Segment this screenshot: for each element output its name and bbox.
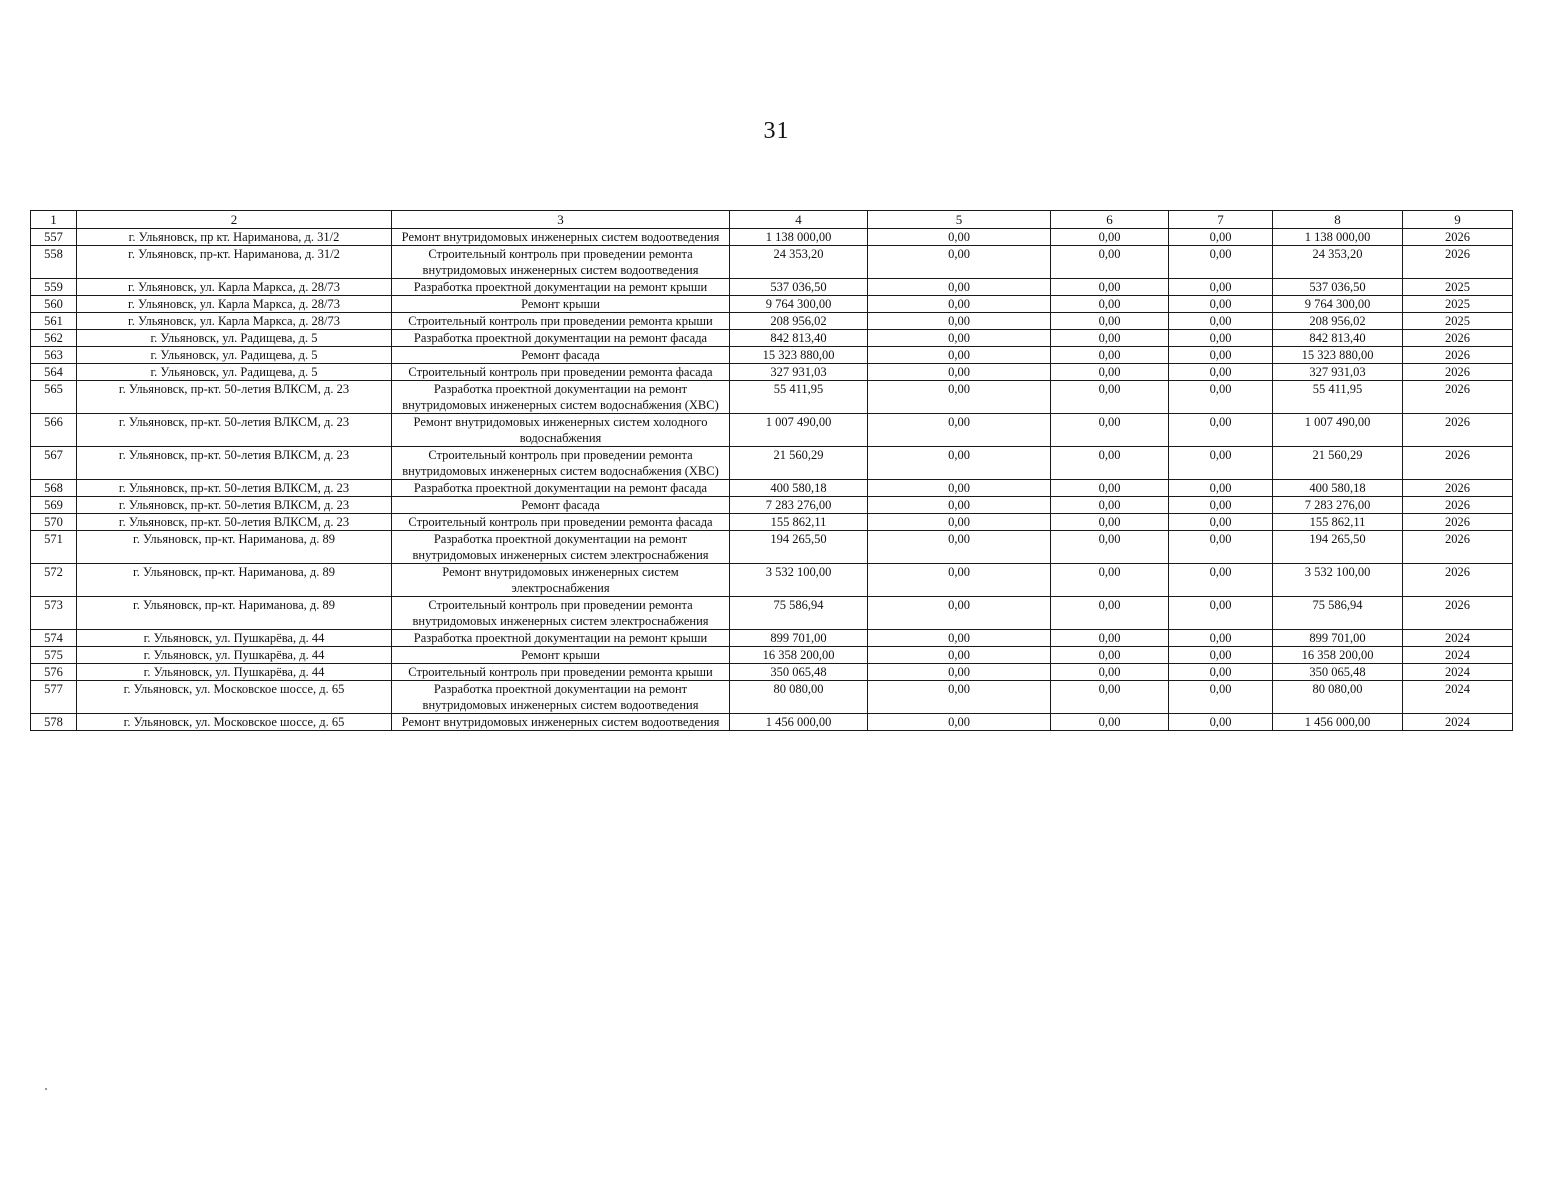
column-5-cell: 0,00 [868,480,1051,497]
table-row [31,330,1513,347]
work-type-cell: Строительный контроль при проведении ремонта внутридомовых инженерных систем водоотведения [392,246,730,279]
row-number-cell: 576 [31,664,77,681]
column-7-cell: 0,00 [1169,447,1273,480]
column-5-cell: 0,00 [868,681,1051,714]
year-cell: 2025 [1403,313,1513,330]
table-row [31,681,1513,714]
address-cell: г. Ульяновск, пр-кт. Нариманова, д. 89 [77,597,392,630]
work-type-cell: Разработка проектной документации на ремонт крыши [392,630,730,647]
row-number-cell: 570 [31,514,77,531]
row-number-cell: 572 [31,564,77,597]
column-6-cell: 0,00 [1051,296,1169,313]
address-cell: г. Ульяновск, пр-кт. 50-летия ВЛКСМ, д. 23 [77,381,392,414]
table-row [31,647,1513,664]
column-7-cell: 0,00 [1169,364,1273,381]
address-cell: г. Ульяновск, ул. Радищева, д. 5 [77,364,392,381]
column-6-cell: 0,00 [1051,347,1169,364]
year-cell: 2026 [1403,514,1513,531]
row-number-cell: 567 [31,447,77,480]
column-7-cell: 0,00 [1169,647,1273,664]
table-row [31,381,1513,414]
work-type-cell: Ремонт внутридомовых инженерных систем водоотведения [392,229,730,246]
column-6-cell: 0,00 [1051,229,1169,246]
work-type-cell: Ремонт фасада [392,497,730,514]
total-cost-cell: 16 358 200,00 [730,647,868,664]
address-cell: г. Ульяновск, пр-кт. 50-летия ВЛКСМ, д. 23 [77,497,392,514]
column-8-cell: 400 580,18 [1273,480,1403,497]
work-type-cell: Разработка проектной документации на ремонт внутридомовых инженерных систем водоснабжения (ХВС) [392,381,730,414]
column-6-cell: 0,00 [1051,647,1169,664]
row-number-cell: 577 [31,681,77,714]
total-cost-cell: 327 931,03 [730,364,868,381]
column-5-cell: 0,00 [868,347,1051,364]
row-number-cell: 559 [31,279,77,296]
row-number-cell: 569 [31,497,77,514]
year-cell: 2026 [1403,364,1513,381]
address-cell: г. Ульяновск, пр кт. Нариманова, д. 31/2 [77,229,392,246]
column-6-cell: 0,00 [1051,381,1169,414]
table-row [31,414,1513,447]
total-cost-cell: 3 532 100,00 [730,564,868,597]
address-cell: г. Ульяновск, пр-кт. 50-летия ВЛКСМ, д. 23 [77,414,392,447]
row-number-cell: 578 [31,714,77,731]
work-type-cell: Разработка проектной документации на ремонт фасада [392,330,730,347]
total-cost-cell: 1 456 000,00 [730,714,868,731]
column-5-cell: 0,00 [868,364,1051,381]
column-8-cell: 7 283 276,00 [1273,497,1403,514]
table-row [31,364,1513,381]
column-8-cell: 327 931,03 [1273,364,1403,381]
row-number-cell: 558 [31,246,77,279]
address-cell: г. Ульяновск, ул. Московское шоссе, д. 65 [77,714,392,731]
address-cell: г. Ульяновск, пр-кт. 50-летия ВЛКСМ, д. 23 [77,447,392,480]
column-5-cell: 0,00 [868,497,1051,514]
address-cell: г. Ульяновск, ул. Пушкарёва, д. 44 [77,647,392,664]
address-cell: г. Ульяновск, ул. Радищева, д. 5 [77,330,392,347]
total-cost-cell: 75 586,94 [730,597,868,630]
year-cell: 2025 [1403,296,1513,313]
column-8-cell: 75 586,94 [1273,597,1403,630]
address-cell: г. Ульяновск, ул. Пушкарёва, д. 44 [77,630,392,647]
table-row [31,497,1513,514]
column-8-cell: 537 036,50 [1273,279,1403,296]
column-7-cell: 0,00 [1169,229,1273,246]
column-7-cell: 0,00 [1169,664,1273,681]
table-row [31,664,1513,681]
column-6-cell: 0,00 [1051,664,1169,681]
header-cell-4: 4 [730,211,868,229]
year-cell: 2026 [1403,597,1513,630]
column-5-cell: 0,00 [868,313,1051,330]
column-5-cell: 0,00 [868,647,1051,664]
column-7-cell: 0,00 [1169,480,1273,497]
column-5-cell: 0,00 [868,514,1051,531]
column-6-cell: 0,00 [1051,480,1169,497]
address-cell: г. Ульяновск, ул. Карла Маркса, д. 28/73 [77,296,392,313]
total-cost-cell: 55 411,95 [730,381,868,414]
table-row [31,229,1513,246]
total-cost-cell: 1 007 490,00 [730,414,868,447]
table-row [31,347,1513,364]
work-type-cell: Строительный контроль при проведении ремонта фасада [392,364,730,381]
total-cost-cell: 21 560,29 [730,447,868,480]
column-7-cell: 0,00 [1169,681,1273,714]
header-cell-8: 8 [1273,211,1403,229]
row-number-cell: 568 [31,480,77,497]
year-cell: 2024 [1403,630,1513,647]
column-8-cell: 155 862,11 [1273,514,1403,531]
address-cell: г. Ульяновск, ул. Московское шоссе, д. 65 [77,681,392,714]
column-5-cell: 0,00 [868,246,1051,279]
table-body [31,229,1513,731]
header-cell-9: 9 [1403,211,1513,229]
column-8-cell: 21 560,29 [1273,447,1403,480]
header-cell-1: 1 [31,211,77,229]
row-number-cell: 575 [31,647,77,664]
column-6-cell: 0,00 [1051,531,1169,564]
table-row [31,630,1513,647]
row-number-cell: 560 [31,296,77,313]
column-7-cell: 0,00 [1169,246,1273,279]
work-type-cell: Разработка проектной документации на ремонт внутридомовых инженерных систем электроснабжения [392,531,730,564]
year-cell: 2024 [1403,681,1513,714]
header-row [31,211,1513,229]
table-row [31,531,1513,564]
column-5-cell: 0,00 [868,279,1051,296]
table-row [31,597,1513,630]
row-number-cell: 563 [31,347,77,364]
repair-registry-table [30,210,1513,731]
column-7-cell: 0,00 [1169,531,1273,564]
work-type-cell: Ремонт внутридомовых инженерных систем водоотведения [392,714,730,731]
column-8-cell: 24 353,20 [1273,246,1403,279]
column-6-cell: 0,00 [1051,630,1169,647]
table-row [31,564,1513,597]
address-cell: г. Ульяновск, пр-кт. Нариманова, д. 89 [77,531,392,564]
row-number-cell: 566 [31,414,77,447]
column-8-cell: 899 701,00 [1273,630,1403,647]
address-cell: г. Ульяновск, пр-кт. Нариманова, д. 31/2 [77,246,392,279]
column-8-cell: 1 456 000,00 [1273,714,1403,731]
work-type-cell: Строительный контроль при проведении ремонта крыши [392,313,730,330]
work-type-cell: Ремонт внутридомовых инженерных систем электроснабжения [392,564,730,597]
column-8-cell: 15 323 880,00 [1273,347,1403,364]
column-8-cell: 350 065,48 [1273,664,1403,681]
column-8-cell: 3 532 100,00 [1273,564,1403,597]
address-cell: г. Ульяновск, ул. Карла Маркса, д. 28/73 [77,279,392,296]
column-7-cell: 0,00 [1169,296,1273,313]
header-cell-3: 3 [392,211,730,229]
column-7-cell: 0,00 [1169,313,1273,330]
column-5-cell: 0,00 [868,714,1051,731]
column-6-cell: 0,00 [1051,330,1169,347]
column-8-cell: 16 358 200,00 [1273,647,1403,664]
total-cost-cell: 537 036,50 [730,279,868,296]
column-8-cell: 9 764 300,00 [1273,296,1403,313]
year-cell: 2026 [1403,330,1513,347]
work-type-cell: Ремонт фасада [392,347,730,364]
table-row [31,296,1513,313]
column-6-cell: 0,00 [1051,447,1169,480]
column-7-cell: 0,00 [1169,630,1273,647]
column-6-cell: 0,00 [1051,414,1169,447]
year-cell: 2024 [1403,647,1513,664]
year-cell: 2025 [1403,279,1513,296]
year-cell: 2026 [1403,246,1513,279]
total-cost-cell: 400 580,18 [730,480,868,497]
work-type-cell: Ремонт крыши [392,647,730,664]
column-8-cell: 1 007 490,00 [1273,414,1403,447]
column-5-cell: 0,00 [868,531,1051,564]
year-cell: 2026 [1403,447,1513,480]
column-7-cell: 0,00 [1169,714,1273,731]
total-cost-cell: 7 283 276,00 [730,497,868,514]
column-6-cell: 0,00 [1051,564,1169,597]
column-5-cell: 0,00 [868,597,1051,630]
scan-speck [45,1088,47,1090]
column-8-cell: 1 138 000,00 [1273,229,1403,246]
table-row [31,246,1513,279]
work-type-cell: Строительный контроль при проведении ремонта фасада [392,514,730,531]
year-cell: 2026 [1403,480,1513,497]
column-5-cell: 0,00 [868,330,1051,347]
work-type-cell: Ремонт внутридомовых инженерных систем холодного водоснабжения [392,414,730,447]
column-6-cell: 0,00 [1051,246,1169,279]
year-cell: 2026 [1403,531,1513,564]
column-5-cell: 0,00 [868,381,1051,414]
header-cell-7: 7 [1169,211,1273,229]
row-number-cell: 573 [31,597,77,630]
table-row [31,514,1513,531]
row-number-cell: 561 [31,313,77,330]
total-cost-cell: 842 813,40 [730,330,868,347]
column-7-cell: 0,00 [1169,414,1273,447]
row-number-cell: 562 [31,330,77,347]
work-type-cell: Ремонт крыши [392,296,730,313]
address-cell: г. Ульяновск, ул. Пушкарёва, д. 44 [77,664,392,681]
page-number: 31 [763,118,790,144]
column-7-cell: 0,00 [1169,514,1273,531]
column-6-cell: 0,00 [1051,714,1169,731]
column-5-cell: 0,00 [868,630,1051,647]
column-7-cell: 0,00 [1169,597,1273,630]
column-6-cell: 0,00 [1051,514,1169,531]
header-cell-6: 6 [1051,211,1169,229]
column-5-cell: 0,00 [868,664,1051,681]
year-cell: 2026 [1403,564,1513,597]
total-cost-cell: 208 956,02 [730,313,868,330]
address-cell: г. Ульяновск, пр-кт. 50-летия ВЛКСМ, д. 23 [77,514,392,531]
work-type-cell: Строительный контроль при проведении ремонта крыши [392,664,730,681]
address-cell: г. Ульяновск, пр-кт. Нариманова, д. 89 [77,564,392,597]
table-row [31,714,1513,731]
column-8-cell: 80 080,00 [1273,681,1403,714]
column-5-cell: 0,00 [868,447,1051,480]
total-cost-cell: 24 353,20 [730,246,868,279]
column-6-cell: 0,00 [1051,313,1169,330]
column-5-cell: 0,00 [868,564,1051,597]
work-type-cell: Строительный контроль при проведении ремонта внутридомовых инженерных систем электроснабжения [392,597,730,630]
row-number-cell: 564 [31,364,77,381]
work-type-cell: Разработка проектной документации на ремонт внутридомовых инженерных систем водоотведения [392,681,730,714]
header-cell-2: 2 [77,211,392,229]
column-8-cell: 842 813,40 [1273,330,1403,347]
year-cell: 2024 [1403,664,1513,681]
row-number-cell: 565 [31,381,77,414]
row-number-cell: 574 [31,630,77,647]
row-number-cell: 557 [31,229,77,246]
work-type-cell: Разработка проектной документации на ремонт фасада [392,480,730,497]
total-cost-cell: 80 080,00 [730,681,868,714]
table-row [31,279,1513,296]
total-cost-cell: 194 265,50 [730,531,868,564]
address-cell: г. Ульяновск, пр-кт. 50-летия ВЛКСМ, д. 23 [77,480,392,497]
year-cell: 2024 [1403,714,1513,731]
column-7-cell: 0,00 [1169,564,1273,597]
column-7-cell: 0,00 [1169,381,1273,414]
total-cost-cell: 899 701,00 [730,630,868,647]
total-cost-cell: 15 323 880,00 [730,347,868,364]
header-cell-5: 5 [868,211,1051,229]
year-cell: 2026 [1403,347,1513,364]
column-7-cell: 0,00 [1169,347,1273,364]
table-row [31,313,1513,330]
year-cell: 2026 [1403,414,1513,447]
address-cell: г. Ульяновск, ул. Карла Маркса, д. 28/73 [77,313,392,330]
work-type-cell: Разработка проектной документации на ремонт крыши [392,279,730,296]
column-6-cell: 0,00 [1051,497,1169,514]
column-5-cell: 0,00 [868,296,1051,313]
work-type-cell: Строительный контроль при проведении ремонта внутридомовых инженерных систем водоснабжения (ХВС) [392,447,730,480]
column-7-cell: 0,00 [1169,330,1273,347]
address-cell: г. Ульяновск, ул. Радищева, д. 5 [77,347,392,364]
total-cost-cell: 155 862,11 [730,514,868,531]
total-cost-cell: 9 764 300,00 [730,296,868,313]
table-header [31,211,1513,229]
column-5-cell: 0,00 [868,229,1051,246]
year-cell: 2026 [1403,381,1513,414]
column-6-cell: 0,00 [1051,597,1169,630]
total-cost-cell: 350 065,48 [730,664,868,681]
row-number-cell: 571 [31,531,77,564]
total-cost-cell: 1 138 000,00 [730,229,868,246]
column-8-cell: 208 956,02 [1273,313,1403,330]
column-7-cell: 0,00 [1169,279,1273,296]
column-6-cell: 0,00 [1051,681,1169,714]
column-6-cell: 0,00 [1051,279,1169,296]
column-5-cell: 0,00 [868,414,1051,447]
year-cell: 2026 [1403,229,1513,246]
year-cell: 2026 [1403,497,1513,514]
table-row [31,480,1513,497]
table-row [31,447,1513,480]
column-8-cell: 194 265,50 [1273,531,1403,564]
column-6-cell: 0,00 [1051,364,1169,381]
column-8-cell: 55 411,95 [1273,381,1403,414]
column-7-cell: 0,00 [1169,497,1273,514]
